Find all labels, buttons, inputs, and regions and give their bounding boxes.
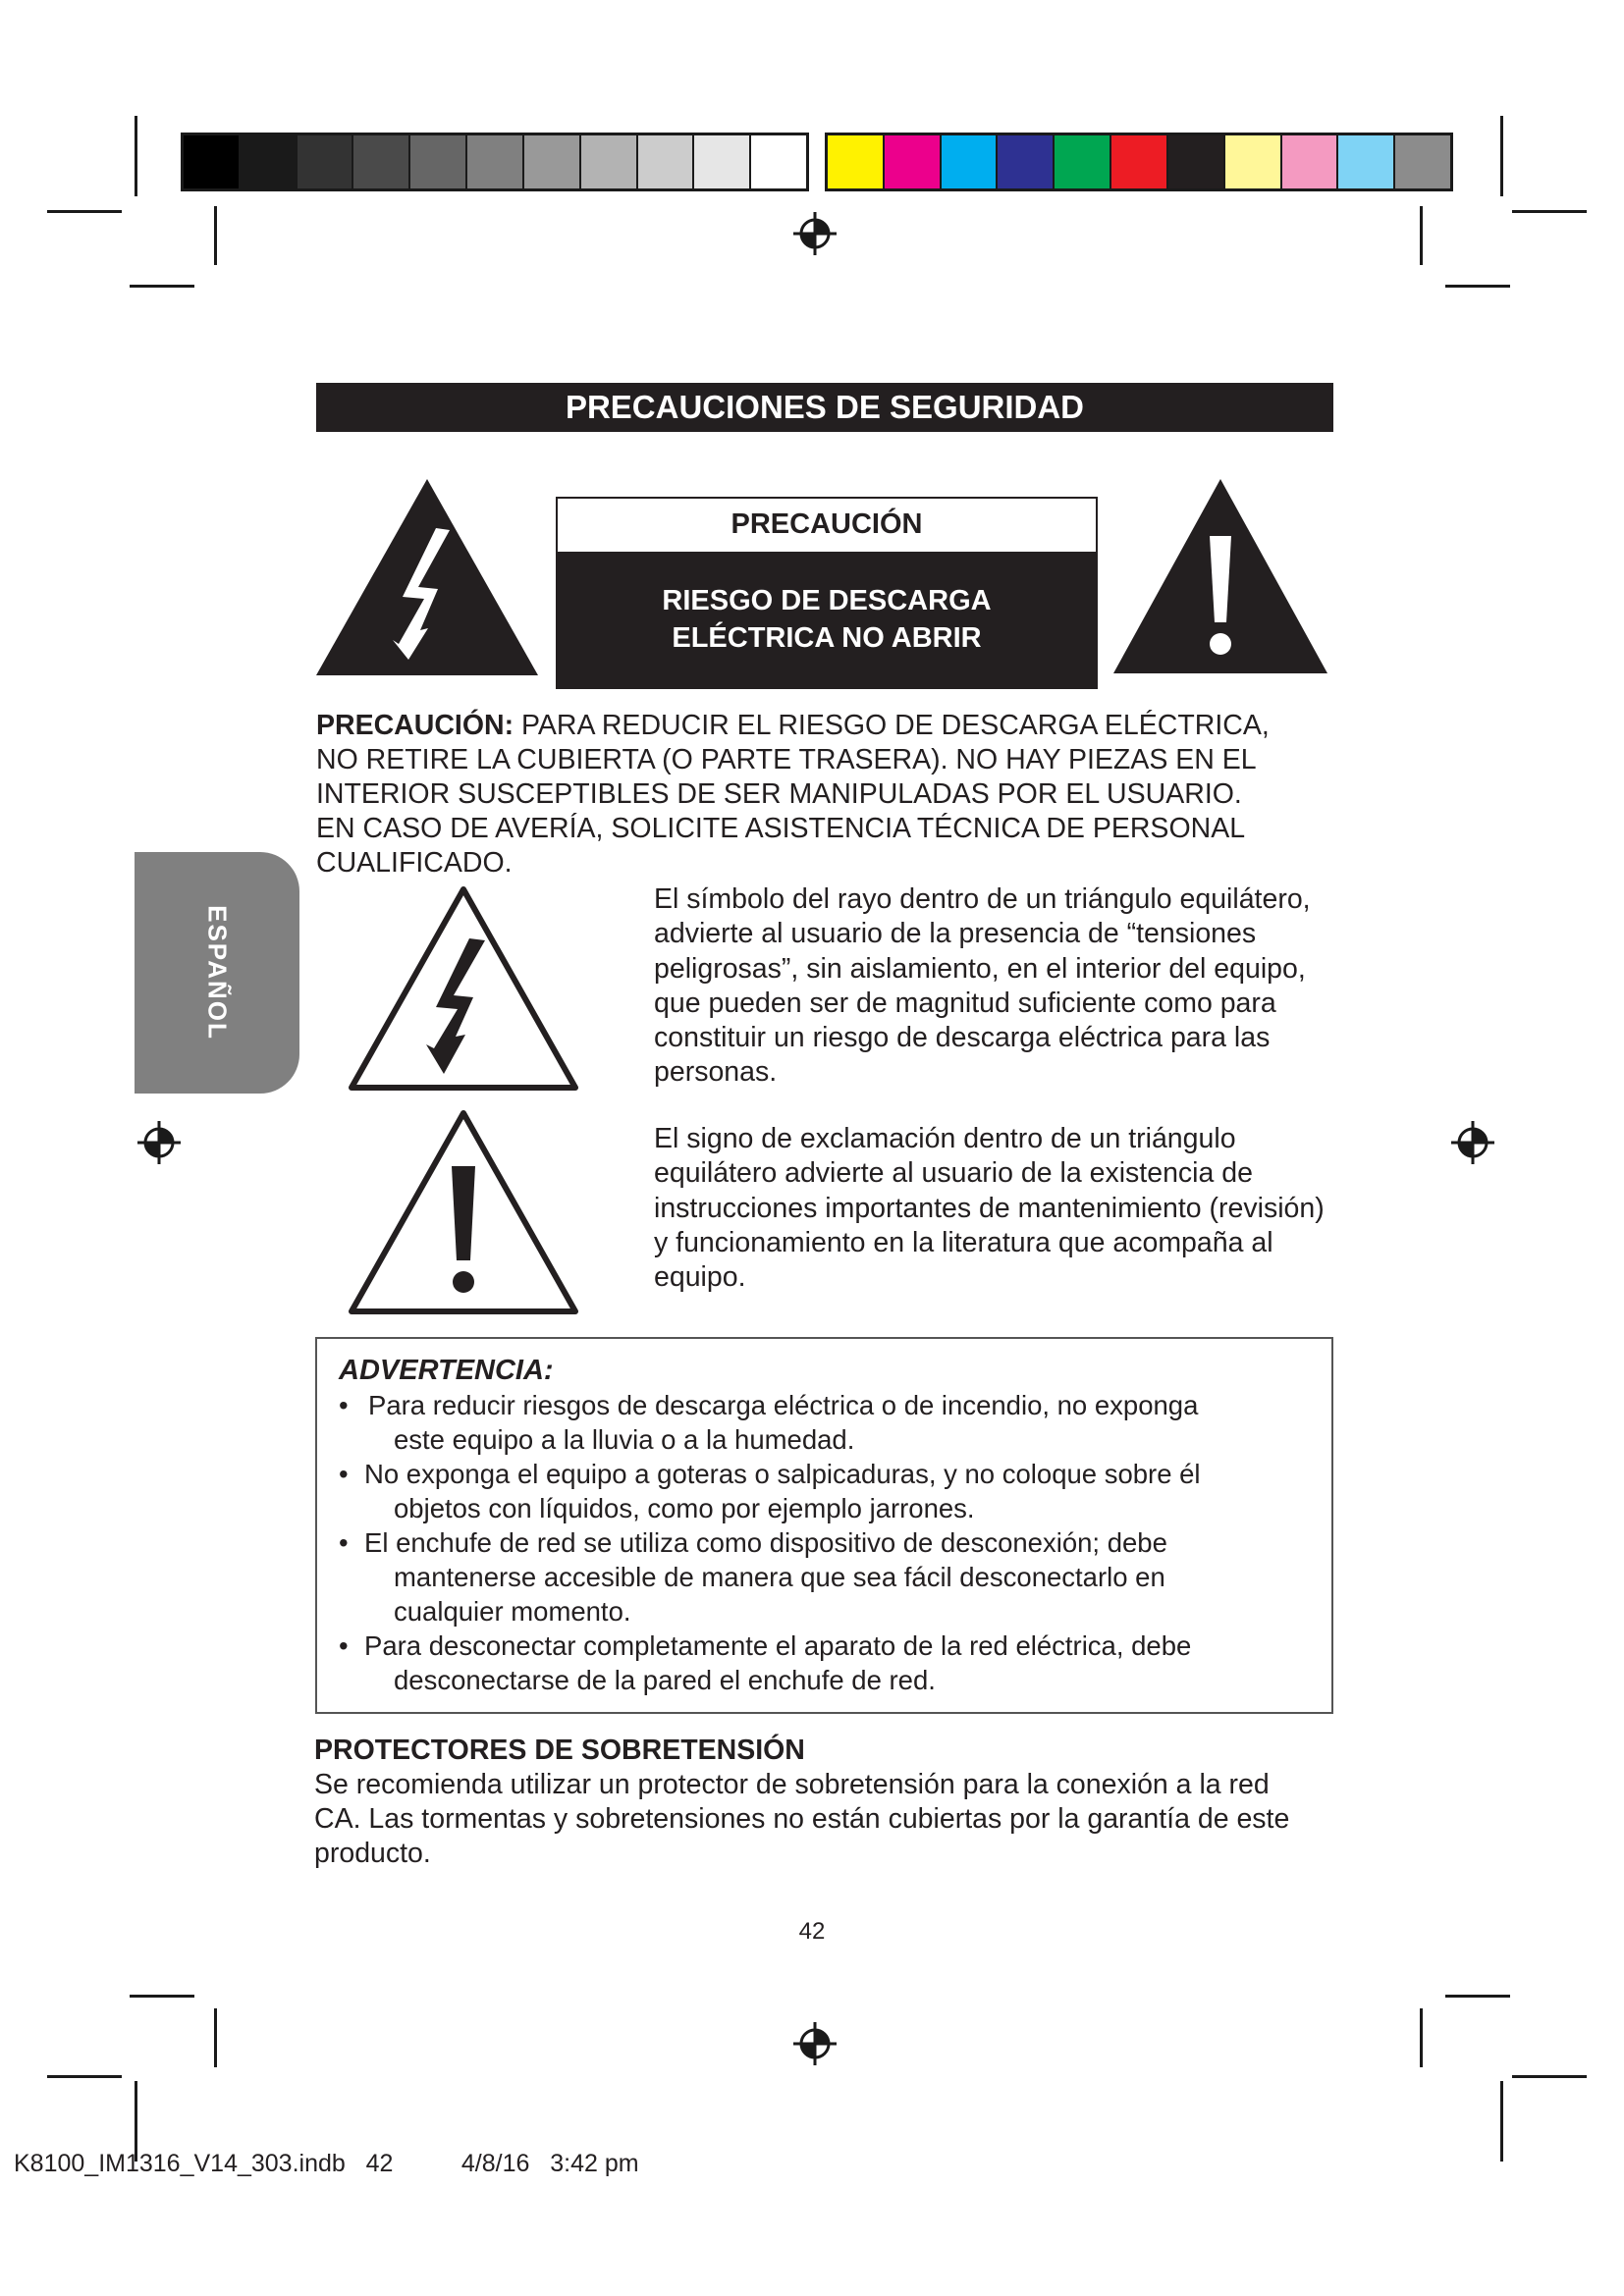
description-line: personas.: [654, 1056, 778, 1089]
surge-protector-section: [314, 1734, 1355, 1871]
gray-swatch: [298, 135, 354, 188]
exclamation-symbol-description: [654, 1122, 1341, 1295]
color-swatch: [1111, 135, 1168, 188]
crop-mark: [1420, 206, 1423, 265]
description-line: equilátero advierte al usuario de la existencia de: [654, 1157, 1253, 1190]
caution-text: PARA REDUCIR EL RIESGO DE DESCARGA ELÉCTRICA,: [514, 710, 1270, 741]
warning-item: [339, 1388, 1311, 1457]
color-swatch: [885, 135, 942, 188]
bullet: •: [339, 1390, 349, 1420]
gray-swatch: [410, 135, 467, 188]
warning-item-line: este equipo a la lluvia o a la humedad.: [394, 1424, 855, 1455]
gray-swatch: [241, 135, 298, 188]
exclamation-triangle-icon: [346, 1107, 581, 1317]
caution-label-header: PRECAUCIÓN: [731, 508, 923, 540]
description-line: El símbolo del rayo dentro de un triángulo equilátero,: [654, 883, 1311, 915]
crop-mark: [1512, 210, 1587, 213]
color-swatch: [1055, 135, 1111, 188]
exclamation-warning-icon: [1110, 475, 1331, 677]
page-title: PRECAUCIONES DE SEGURIDAD: [316, 383, 1333, 432]
crop-mark: [1420, 2008, 1423, 2067]
crop-mark: [214, 2008, 217, 2067]
print-slug: K8100_IM1316_V14_303.indb 42 4/8/16 3:42 pm: [14, 2150, 639, 2177]
warning-item-line: cualquier momento.: [394, 1596, 631, 1627]
warning-item-line: No exponga el equipo a goteras o salpicaduras, y no coloque sobre él: [364, 1459, 1201, 1489]
warning-heading: ADVERTENCIA:: [339, 1355, 554, 1386]
registration-mark-icon: [135, 1119, 183, 1166]
registration-mark-icon: [1449, 1119, 1496, 1166]
warning-item: [339, 1457, 1311, 1525]
registration-mark-icon: [791, 210, 839, 257]
crop-mark: [135, 116, 137, 196]
crop-mark: [1500, 2081, 1503, 2162]
gray-swatch: [581, 135, 638, 188]
warning-item-line: Para desconectar completamente el aparato de la red eléctrica, debe: [364, 1630, 1192, 1661]
gray-swatch: [184, 135, 241, 188]
description-line: equipo.: [654, 1261, 746, 1294]
gray-swatch: [638, 135, 695, 188]
caution-label-line: ELÉCTRICA NO ABRIR: [672, 622, 982, 654]
page-number: 42: [798, 1918, 826, 1945]
surge-text: CA. Las tormentas y sobretensiones no están cubiertas por la garantía de este: [314, 1803, 1290, 1835]
warning-box: [315, 1337, 1333, 1714]
language-tab: [135, 852, 299, 1094]
caution-text: EN CASO DE AVERÍA, SOLICITE ASISTENCIA TÉCNICA DE PERSONAL: [316, 813, 1246, 844]
description-line: que pueden ser de magnitud suficiente como para: [654, 987, 1276, 1019]
crop-mark: [214, 206, 217, 265]
description-line: El signo de exclamación dentro de un triángulo: [654, 1123, 1236, 1154]
caution-lead: PRECAUCIÓN:: [316, 710, 514, 741]
caution-label-body: [558, 552, 1096, 687]
caution-text: NO RETIRE LA CUBIERTA (O PARTE TRASERA). NO HAY PIEZAS EN EL: [316, 744, 1257, 775]
gray-swatch: [467, 135, 524, 188]
caution-label-box: [556, 497, 1098, 689]
electric-shock-warning-icon: [312, 475, 542, 679]
warning-item-line: objetos con líquidos, como por ejemplo jarrones.: [394, 1493, 975, 1523]
color-swatch: [1395, 135, 1450, 188]
bullet: •: [339, 1630, 349, 1661]
crop-mark: [47, 210, 122, 213]
color-swatch: [1338, 135, 1395, 188]
bullet: •: [339, 1527, 349, 1558]
crop-mark: [1512, 2075, 1587, 2078]
crop-mark: [130, 1995, 194, 1998]
warning-item-line: mantenerse accesible de manera que sea fácil desconectarlo en: [394, 1562, 1165, 1592]
lightning-bolt-triangle-icon: [346, 883, 581, 1094]
caution-text: INTERIOR SUSCEPTIBLES DE SER MANIPULADAS POR EL USUARIO.: [316, 778, 1242, 810]
warning-item-line: Para reducir riesgos de descarga eléctrica o de incendio, no exponga: [368, 1390, 1199, 1420]
description-line: advierte al usuario de la presencia de “tensiones: [654, 918, 1257, 950]
crop-mark: [47, 2075, 122, 2078]
description-line: y funcionamiento en la literatura que acompaña al: [654, 1226, 1273, 1258]
color-swatch: [1168, 135, 1225, 188]
gray-swatch: [751, 135, 806, 188]
color-swatch: [828, 135, 885, 188]
description-line: constituir un riesgo de descarga eléctrica para las: [654, 1022, 1271, 1054]
description-line: peligrosas”, sin aislamiento, en el interior del equipo,: [654, 952, 1306, 985]
grayscale-color-bar: [181, 133, 809, 191]
caution-label-line: RIESGO DE DESCARGA: [662, 585, 992, 616]
warning-item-line: El enchufe de red se utiliza como dispositivo de desconexión; debe: [364, 1527, 1167, 1558]
gray-swatch: [694, 135, 751, 188]
warning-item: [339, 1525, 1311, 1629]
description-line: instrucciones importantes de mantenimiento (revisión): [654, 1192, 1325, 1224]
crop-mark: [1500, 116, 1503, 196]
crop-mark: [1445, 285, 1510, 288]
crop-mark: [130, 285, 194, 288]
color-swatch: [1225, 135, 1282, 188]
color-swatch: [942, 135, 999, 188]
language-tab-label: ESPAÑOL: [202, 905, 233, 1041]
gray-swatch: [524, 135, 581, 188]
warning-item: [339, 1629, 1311, 1697]
color-swatch: [998, 135, 1055, 188]
process-color-bar: [825, 133, 1453, 191]
warning-item-line: desconectarse de la pared el enchufe de red.: [394, 1665, 936, 1695]
surge-text: Se recomienda utilizar un protector de sobretensión para la conexión a la red: [314, 1769, 1270, 1800]
lightning-symbol-description: [654, 882, 1341, 1091]
caution-paragraph: [316, 709, 1337, 881]
surge-heading: PROTECTORES DE SOBRETENSIÓN: [314, 1735, 805, 1766]
color-swatch: [1282, 135, 1339, 188]
gray-swatch: [353, 135, 410, 188]
surge-text: producto.: [314, 1838, 431, 1869]
registration-mark-icon: [791, 2020, 839, 2067]
caution-text: CUALIFICADO.: [316, 847, 513, 879]
bullet: •: [339, 1459, 349, 1489]
crop-mark: [1445, 1995, 1510, 1998]
